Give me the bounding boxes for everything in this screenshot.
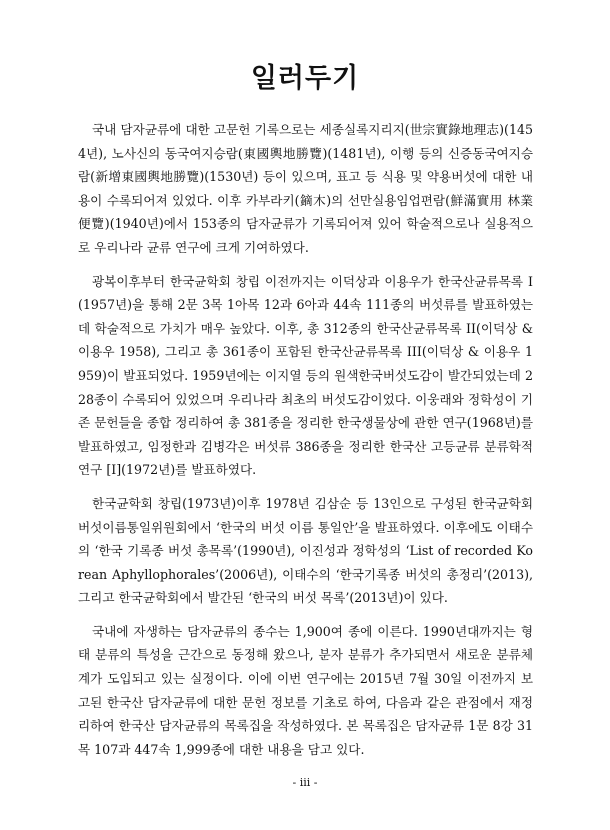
page-title: 일러두기 [250,63,360,94]
paragraph-2: 광복이후부터 한국균학회 창립 이전까지는 이덕상과 이용우가 한국산균류목록 I(1957년)을 통해 2문 3목 1아목 12과 6아과 44속 111종의 버섯류를 발표하였는데 학술적으로 가치가 매우 높았다. 이후, 총 312종의 한국산균류목록 II(이덕상 & 이용우 1958), 그리고 총 361종이 포함된 한국산균류목록 III(이덕상 & 이용우 1959)이 발표되었다. 1959년에는 이지열 등의 원색한국버섯도감이 발간되었는데 228종이 수록되어 있었으며 우리나라 최초의 버섯도감이었다. 이웅래와 정학성이 기존 문헌들을 종합 정리하여 총 381종을 정리한 한국생물상에 관한 연구(1968년)를 발표하였고, 임정한과 김병각은 버섯류 386종을 정리한 한국산 고등균류 분류학적 연구 [I](1972년)를 발표하였다. [78,273,533,478]
page-number: - iii - [292,776,318,789]
paragraph-3: 한국균학회 창립(1973년)이후 1978년 김삼순 등 13인으로 구성된 한국균학회 버섯이름통일위원회에서 ‘한국의 버섯 이름 통일안’을 발표하였다. 이후에도 이태수의 ‘한국 기록종 버섯 총목록’(1990년), 이진성과 정학성의 ‘List of recorded Korean Aphyllophorales’(2006년), 이태수의 ‘한국기록종 버섯의 총정리’(2013), 그리고 한국균학회에서 발간된 ‘한국의 버섯 목록’(2013년)이 있다. [78,495,533,606]
paragraph-4: 국내에 자생하는 담자균류의 종수는 1,900여 종에 이른다. 1990년대까지는 형태 분류의 특성을 근간으로 동정해 왔으나, 분자 분류가 추가되면서 새로운 분류체계가 도입되고 있는 실정이다. 이에 이번 연구에는 2015년 7월 30일 이전까지 보고된 한국산 담자균류에 대한 문헌 정보를 기초로 하여, 다음과 같은 관점에서 재정리하여 한국산 담자균류의 목록집을 작성하였다. 본 목록집은 담자균류 1문 8강 31목 107과 447속 1,999종에 대한 내용을 담고 있다. [78,623,533,757]
body-text [78,118,533,771]
paragraph-1: 국내 담자균류에 대한 고문헌 기록으로는 세종실록지리지(世宗實錄地理志)(1454년), 노사신의 동국여지승람(東國輿地勝覽)(1481년), 이행 등의 신증동국여지승람(新增東國輿地勝覽)(1530년) 등이 있으며, 표고 등 식용 및 약용버섯에 대한 내용이 수록되어져 있었다. 이후 카부라키(鏑木)의 선만실용임업편람(鮮滿實用 林業便覽)(1940년)에서 153종의 담자균류가 기록되어져 있어 학술적으로나 실용적으로 우리나라 균류 연구에 크게 기여하였다. [78,122,533,255]
